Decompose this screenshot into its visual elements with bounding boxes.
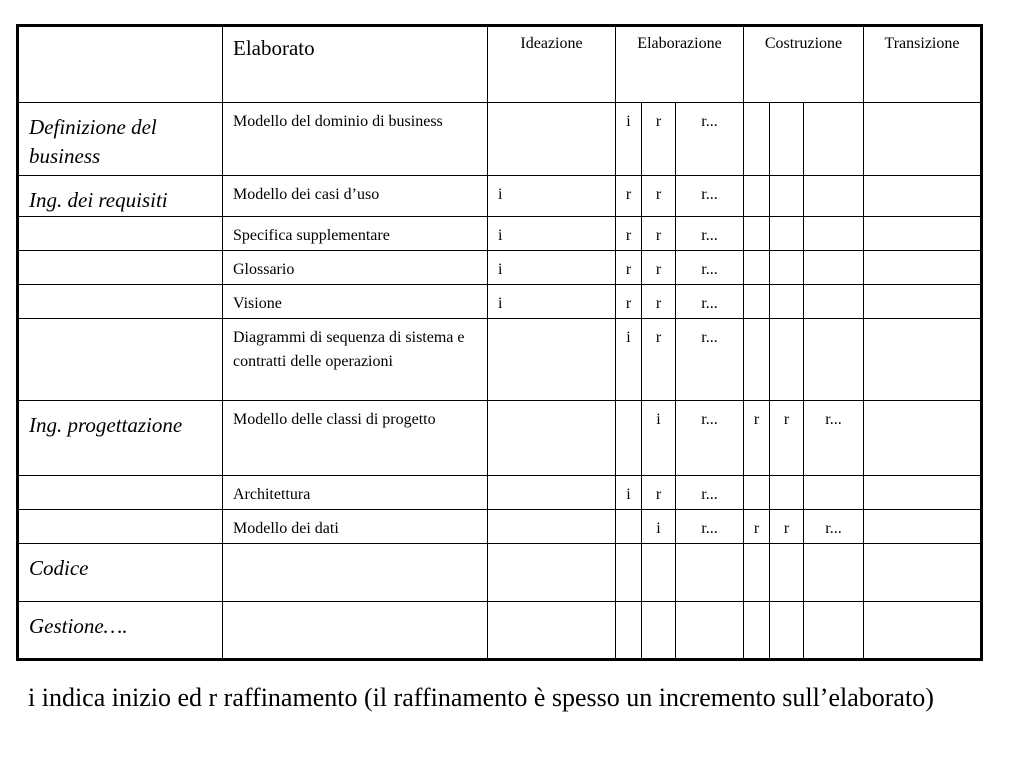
elaborazione-iteration-cell (642, 602, 676, 660)
transizione-cell (864, 602, 982, 660)
area-cell: Gestione…. (18, 602, 223, 660)
ideazione-cell (488, 319, 616, 401)
costruzione-iteration-cell (770, 217, 804, 251)
transizione-cell (864, 319, 982, 401)
costruzione-iteration-cell (804, 544, 864, 602)
ideazione-cell: i (488, 176, 616, 217)
artifact-cell (223, 544, 488, 602)
table-row (18, 217, 982, 251)
elaborazione-iteration-cell: i (616, 319, 642, 401)
elaborazione-iteration-cell: r (616, 217, 642, 251)
costruzione-iteration-cell (744, 319, 770, 401)
table-row (18, 251, 982, 285)
elaborazione-iteration-cell: r (642, 319, 676, 401)
phase-header-costruzione: Costruzione (744, 26, 864, 103)
costruzione-iteration-cell (770, 319, 804, 401)
costruzione-iteration-cell (804, 176, 864, 217)
elaborazione-iteration-cell: r... (676, 401, 744, 476)
area-cell: Ing. progettazione (18, 401, 223, 476)
ideazione-cell (488, 602, 616, 660)
phase-header-elaborazione: Elaborazione (616, 26, 744, 103)
area-cell (18, 285, 223, 319)
costruzione-iteration-cell (744, 176, 770, 217)
table-row (18, 103, 982, 176)
phase-header-transizione: Transizione (864, 26, 982, 103)
costruzione-iteration-cell (770, 544, 804, 602)
table-row (18, 176, 982, 217)
costruzione-iteration-cell (804, 251, 864, 285)
table-row (18, 401, 982, 476)
costruzione-iteration-cell (804, 476, 864, 510)
corner-cell (18, 26, 223, 103)
costruzione-iteration-cell: r (770, 510, 804, 544)
elaborazione-iteration-cell: r (642, 103, 676, 176)
artifact-cell: Glossario (223, 251, 488, 285)
artifact-header: Elaborato (223, 26, 488, 103)
ideazione-cell (488, 476, 616, 510)
elaborazione-iteration-cell (616, 602, 642, 660)
costruzione-iteration-cell (770, 285, 804, 319)
phase-header-ideazione: Ideazione (488, 26, 616, 103)
elaborazione-iteration-cell (616, 510, 642, 544)
costruzione-iteration-cell (804, 285, 864, 319)
artifact-cell: Modello dei dati (223, 510, 488, 544)
costruzione-iteration-cell: r... (804, 510, 864, 544)
costruzione-iteration-cell (744, 602, 770, 660)
ideazione-cell (488, 544, 616, 602)
area-cell (18, 510, 223, 544)
artifact-phase-table (16, 24, 983, 661)
transizione-cell (864, 510, 982, 544)
costruzione-iteration-cell (744, 103, 770, 176)
elaborazione-iteration-cell: r (642, 217, 676, 251)
table-row (18, 285, 982, 319)
costruzione-iteration-cell (770, 251, 804, 285)
elaborazione-iteration-cell: r (642, 176, 676, 217)
ideazione-cell: i (488, 285, 616, 319)
elaborazione-iteration-cell: r... (676, 251, 744, 285)
costruzione-iteration-cell: r... (804, 401, 864, 476)
costruzione-iteration-cell (744, 476, 770, 510)
artifact-cell: Modello dei casi d’uso (223, 176, 488, 217)
elaborazione-iteration-cell: r... (676, 176, 744, 217)
costruzione-iteration-cell (804, 319, 864, 401)
costruzione-iteration-cell (744, 285, 770, 319)
costruzione-iteration-cell (744, 544, 770, 602)
costruzione-iteration-cell (744, 217, 770, 251)
elaborazione-iteration-cell: r (642, 476, 676, 510)
area-cell: Codice (18, 544, 223, 602)
header-row (18, 26, 982, 103)
transizione-cell (864, 103, 982, 176)
elaborazione-iteration-cell (642, 544, 676, 602)
elaborazione-iteration-cell: r (642, 251, 676, 285)
elaborazione-iteration-cell: r... (676, 319, 744, 401)
costruzione-iteration-cell (744, 251, 770, 285)
artifact-cell: Modello del dominio di business (223, 103, 488, 176)
transizione-cell (864, 217, 982, 251)
transizione-cell (864, 544, 982, 602)
elaborazione-iteration-cell: r... (676, 285, 744, 319)
elaborazione-iteration-cell: r (616, 251, 642, 285)
artifact-cell: Visione (223, 285, 488, 319)
costruzione-iteration-cell: r (770, 401, 804, 476)
costruzione-iteration-cell (770, 476, 804, 510)
ideazione-cell (488, 401, 616, 476)
transizione-cell (864, 285, 982, 319)
costruzione-iteration-cell (770, 103, 804, 176)
table-row (18, 544, 982, 602)
area-cell (18, 217, 223, 251)
table-row (18, 319, 982, 401)
elaborazione-iteration-cell: i (616, 476, 642, 510)
costruzione-iteration-cell (804, 602, 864, 660)
elaborazione-iteration-cell (616, 401, 642, 476)
area-cell (18, 319, 223, 401)
artifact-cell: Diagrammi di sequenza di sistema e contratti delle operazioni (223, 319, 488, 401)
elaborazione-iteration-cell: r (642, 285, 676, 319)
elaborazione-iteration-cell: r... (676, 217, 744, 251)
area-cell: Ing. dei requisiti (18, 176, 223, 217)
elaborazione-iteration-cell (616, 544, 642, 602)
legend-note: i indica inizio ed r raffinamento (il raffinamento è spesso un incremento sull’elaborato) (28, 683, 934, 712)
transizione-cell (864, 251, 982, 285)
costruzione-iteration-cell: r (744, 510, 770, 544)
area-cell (18, 476, 223, 510)
ideazione-cell (488, 510, 616, 544)
costruzione-iteration-cell (804, 103, 864, 176)
elaborazione-iteration-cell: r... (676, 476, 744, 510)
elaborazione-iteration-cell: r (616, 176, 642, 217)
costruzione-iteration-cell (770, 602, 804, 660)
costruzione-iteration-cell (804, 217, 864, 251)
elaborazione-iteration-cell: r (616, 285, 642, 319)
area-cell: Definizione del business (18, 103, 223, 176)
elaborazione-iteration-cell: r... (676, 510, 744, 544)
ideazione-cell (488, 103, 616, 176)
ideazione-cell: i (488, 217, 616, 251)
table-row (18, 602, 982, 660)
elaborazione-iteration-cell: i (642, 510, 676, 544)
elaborazione-iteration-cell: r... (676, 103, 744, 176)
artifact-cell: Architettura (223, 476, 488, 510)
artifact-cell: Modello delle classi di progetto (223, 401, 488, 476)
elaborazione-iteration-cell (676, 544, 744, 602)
costruzione-iteration-cell: r (744, 401, 770, 476)
artifact-cell: Specifica supplementare (223, 217, 488, 251)
transizione-cell (864, 401, 982, 476)
elaborazione-iteration-cell (676, 602, 744, 660)
table-row (18, 510, 982, 544)
ideazione-cell: i (488, 251, 616, 285)
area-cell (18, 251, 223, 285)
elaborazione-iteration-cell: i (616, 103, 642, 176)
table-row (18, 476, 982, 510)
costruzione-iteration-cell (770, 176, 804, 217)
transizione-cell (864, 176, 982, 217)
transizione-cell (864, 476, 982, 510)
elaborazione-iteration-cell: i (642, 401, 676, 476)
artifact-cell (223, 602, 488, 660)
